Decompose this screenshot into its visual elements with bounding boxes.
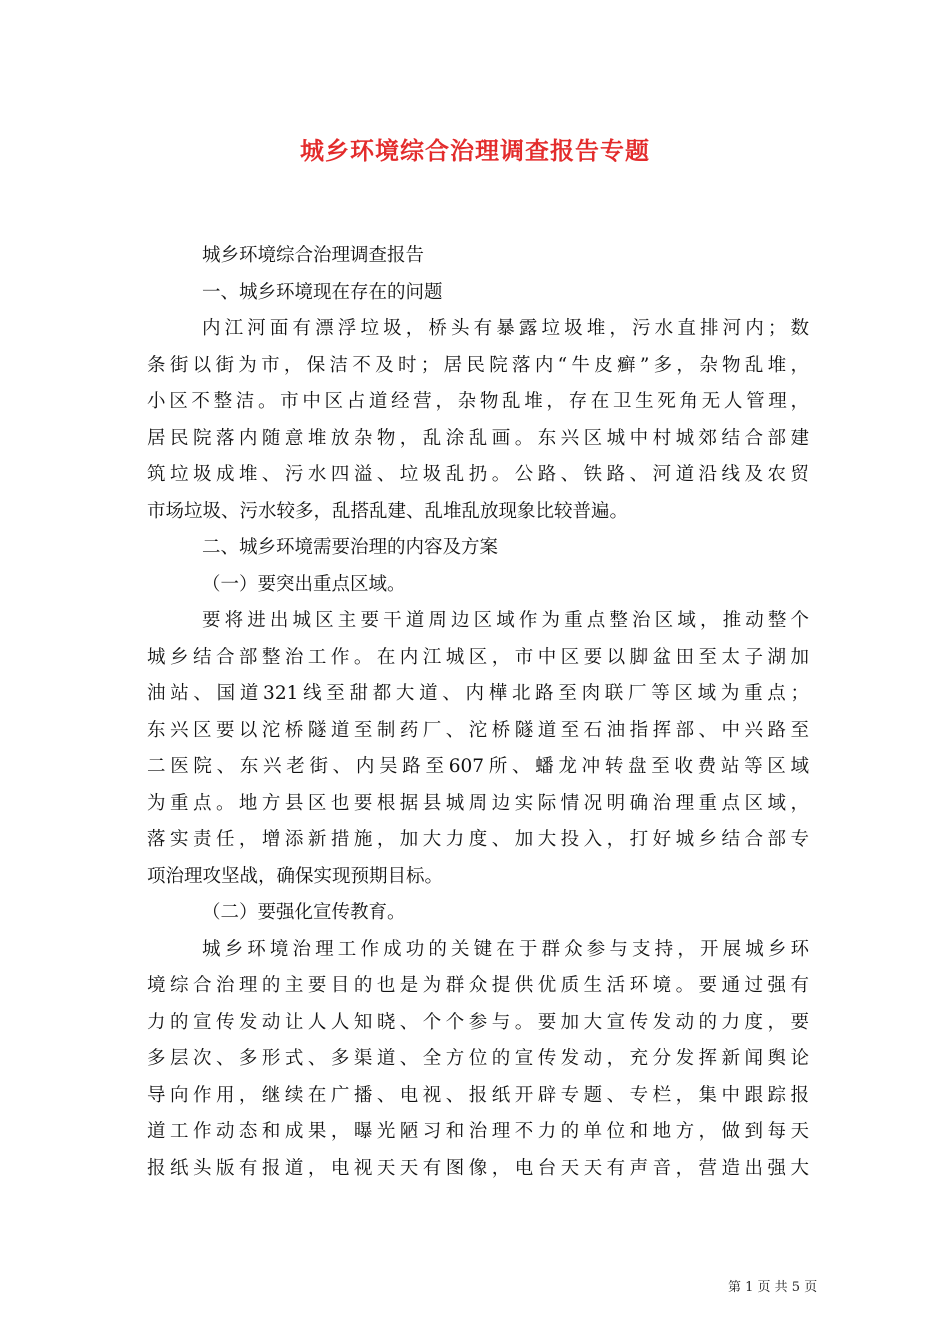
paragraph-line: 要将进出城区主要干道周边区域作为重点整治区域，推动整个	[202, 610, 809, 631]
page-number-footer: 第 1 页 共 5 页	[728, 1280, 818, 1295]
report-heading: 城乡环境综合治理调查报告	[202, 245, 425, 266]
paragraph-line: 多层次、多形式、多渠道、全方位的宣传发动，充分发挥新闻舆论	[147, 1048, 809, 1069]
paragraph-line: 内江河面有漂浮垃圾，桥头有暴露垃圾堆，污水直排河内；数	[202, 318, 809, 339]
paragraph-line: 油站、国道321线至甜都大道、内樺北路至肉联厂等区域为重点；	[147, 683, 809, 704]
paragraph-line: 力的宣传发动让人人知晓、个个参与。要加大宣传发动的力度，要	[147, 1011, 809, 1033]
paragraph-line: 条街以街为市，保洁不及时；居民院落内“牛皮癣”多，杂物乱堆，	[147, 354, 809, 376]
paragraph-line: 报纸头版有报道，电视天天有图像，电台天天有声音，营造出强大	[147, 1157, 809, 1179]
paragraph-line: 二医院、东兴老街、内吴路至607所、蟠龙冲转盘至收费站等区域	[147, 756, 809, 777]
section-heading-2: 二、城乡环境需要治理的内容及方案	[202, 537, 499, 558]
document-title: 城乡环境综合治理调查报告专题	[300, 136, 650, 165]
paragraph-line: 城乡结合部整治工作。在内江城区，市中区要以脚盆田至太子湖加	[147, 646, 809, 668]
paragraph-line: 境综合治理的主要目的也是为群众提供优质生活环境。要通过强有	[147, 975, 809, 996]
subsection-heading-2: （二）要强化宣传教育。	[202, 902, 406, 923]
paragraph-line: 东兴区要以沱桥隧道至制药厂、沱桥隧道至石油指挥部、中兴路至	[147, 719, 809, 741]
paragraph-line: 筑垃圾成堆、污水四溢、垃圾乱扔。公路、铁路、河道沿线及农贸	[147, 464, 809, 485]
paragraph-line: 居民院落内随意堆放杂物，乱涂乱画。东兴区城中村城郊结合部建	[147, 427, 809, 449]
document-body	[147, 238, 809, 1187]
paragraph-line: 导向作用，继续在广播、电视、报纸开辟专题、专栏，集中跟踪报	[147, 1084, 809, 1106]
paragraph-line: 市场垃圾、污水较多，乱搭乱建、乱堆乱放现象比较普遍。	[147, 500, 629, 522]
paragraph-line: 项治理攻坚战，确保实现预期目标。	[147, 865, 444, 887]
paragraph-line: 城乡环境治理工作成功的关键在于群众参与支持，开展城乡环	[202, 938, 809, 960]
subsection-heading-1: （一）要突出重点区域。	[202, 573, 406, 595]
paragraph-line: 小区不整洁。市中区占道经营，杂物乱堆，存在卫生死角无人管理，	[147, 391, 809, 412]
paragraph-line: 为重点。地方县区也要根据县城周边实际情况明确治理重点区域，	[147, 792, 809, 814]
section-heading-1: 一、城乡环境现在存在的问题	[202, 281, 443, 303]
paragraph-line: 道工作动态和成果，曝光陋习和治理不力的单位和地方，做到每天	[147, 1121, 809, 1142]
paragraph-line: 落实责任，增添新措施，加大力度、加大投入，打好城乡结合部专	[147, 829, 809, 850]
